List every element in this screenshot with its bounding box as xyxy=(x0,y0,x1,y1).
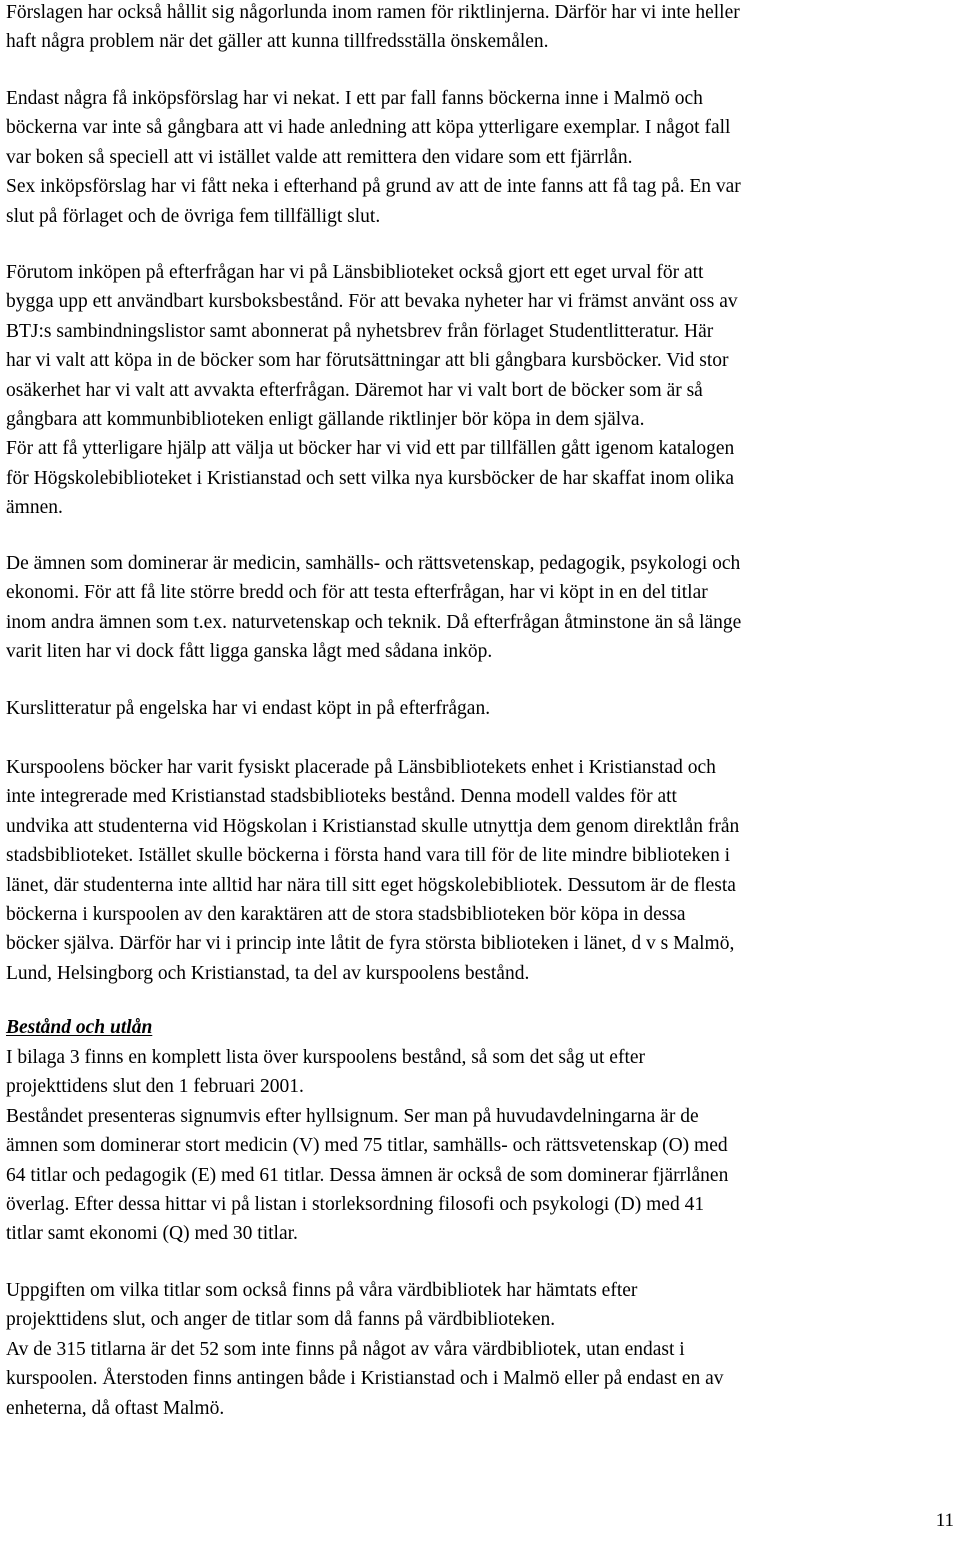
text-line: gångbara att kommunbiblioteken enligt gällande riktlinjer bör köpa in dem själva. xyxy=(6,409,645,431)
section-paragraph-1 xyxy=(6,1043,958,1249)
paragraph-4 xyxy=(6,549,958,667)
text-line: Förslagen har också hållit sig någorlunda inom ramen för riktlinjerna. Därför har vi inte heller xyxy=(6,2,740,23)
text-line: inom andra ämnen som t.ex. naturvetenskap och teknik. Då efterfrågan åtminstone än så länge xyxy=(6,611,742,633)
text-line: osäkerhet har vi valt att avvakta efterfrågan. Däremot har vi valt bort de böcker som är så xyxy=(6,379,703,401)
text-line: Uppgiften om vilka titlar som också finns på våra värdbibliotek har hämtats efter xyxy=(6,1280,638,1301)
text-line: ekonomi. För att få lite större bredd och för att testa efterfrågan, har vi köpt in en del titlar xyxy=(6,582,708,604)
text-line: för Högskolebiblioteket i Kristianstad och sett vilka nya kursböcker de har skaffat inom olika xyxy=(6,467,735,489)
paragraph-6 xyxy=(6,753,958,988)
text-line: Kurslitteratur på engelska har vi endast köpt in på efterfrågan. xyxy=(6,698,491,719)
text-line: inte integrerade med Kristianstad stadsbiblioteks bestånd. Denna modell valdes för att xyxy=(6,786,677,808)
text-line: länet, där studenterna inte alltid har nära till sitt eget högskolebibliotek. Dessutom är de flesta xyxy=(6,874,736,896)
text-line: BTJ:s sambindningslistor samt abonnerat på nyhetsbrev från förlaget Studentlitteratur. Här xyxy=(6,320,714,342)
text-line: enheterna, då oftast Malmö. xyxy=(6,1397,225,1419)
text-line: böckerna i kurspoolen av den karaktären att de stora stadsbiblioteken bör köpa in dessa xyxy=(6,904,686,926)
text-line: bygga upp ett användbart kursboksbestånd. För att bevaka nyheter har vi främst använt oss av xyxy=(6,291,738,313)
section-paragraph-2 xyxy=(6,1276,958,1423)
paragraph-3 xyxy=(6,258,958,523)
text-line: ämnen som dominerar stort medicin (V) med 75 titlar, samhälls- och rättsvetenskap (O) med xyxy=(6,1135,728,1157)
text-line: kurspoolen. Återstoden finns antingen både i Kristianstad och i Malmö eller på endast en av xyxy=(6,1368,724,1390)
text-line: projekttidens slut den 1 februari 2001. xyxy=(6,1076,304,1098)
text-line: har vi valt att köpa in de böcker som har förutsättningar att bli gångbara kursböcker. Vid stor xyxy=(6,350,729,372)
text-line: Beståndet presenteras signumvis efter hyllsignum. Ser man på huvudavdelningarna är de xyxy=(6,1105,699,1127)
text-line: För att få ytterligare hjälp att välja ut böcker har vi vid ett par tillfällen gått igenom katalogen xyxy=(6,438,735,460)
page-number: 11 xyxy=(935,1510,954,1531)
text-line: stadsbiblioteket. Istället skulle böckerna i första hand vara till för de lite mindre biblioteken i xyxy=(6,845,731,867)
text-line: varit liten har vi dock fått ligga ganska lågt med sådana inköp. xyxy=(6,641,493,663)
text-line: titlar samt ekonomi (Q) med 30 titlar. xyxy=(6,1223,298,1245)
text-line: Förutom inköpen på efterfrågan har vi på Länsbiblioteket också gjort ett eget urval för att xyxy=(6,262,704,283)
text-line: Kurspoolens böcker har varit fysiskt placerade på Länsbibliotekets enhet i Kristianstad och xyxy=(6,757,716,778)
text-line: böckerna var inte så gångbara att vi hade anledning att köpa ytterligare exemplar. I något fall xyxy=(6,117,731,139)
text-line: slut på förlaget och de övriga fem tillfälligt slut. xyxy=(6,205,381,227)
paragraph-5 xyxy=(6,694,958,723)
text-line: undvika att studenterna vid Högskolan i Kristianstad skulle utnyttja dem genom direktlån från xyxy=(6,815,740,837)
text-line: haft några problem när det gäller att kunna tillfredsställa önskemålen. xyxy=(6,31,549,53)
text-line: De ämnen som dominerar är medicin, samhälls- och rättsvetenskap, pedagogik, psykologi och xyxy=(6,553,741,574)
text-line: böcker själva. Därför har vi i princip inte låtit de fyra största biblioteken i länet, d v s Malmö, xyxy=(6,933,735,955)
text-line: 64 titlar och pedagogik (E) med 61 titlar. Dessa ämnen är också de som dominerar fjärrlånen xyxy=(6,1164,729,1186)
text-line: I bilaga 3 finns en komplett lista över kurspoolens bestånd, så som det såg ut efter xyxy=(6,1047,646,1068)
text-line: projekttidens slut, och anger de titlar som då fanns på värdbiblioteken. xyxy=(6,1309,556,1331)
paragraph-2 xyxy=(6,84,958,231)
section-heading: Bestånd och utlån xyxy=(6,1017,153,1038)
text-line: Endast några få inköpsförslag har vi nekat. I ett par fall fanns böckerna inne i Malmö och xyxy=(6,88,703,109)
text-line: Lund, Helsingborg och Kristianstad, ta del av kurspoolens bestånd. xyxy=(6,962,530,984)
paragraph-1 xyxy=(6,0,958,57)
text-line: Sex inköpsförslag har vi fått neka i efterhand på grund av att de inte fanns att få tag på. En var xyxy=(6,176,741,198)
text-line: Av de 315 titlarna är det 52 som inte finns på något av våra värdbibliotek, utan endast i xyxy=(6,1338,685,1360)
text-line: ämnen. xyxy=(6,497,63,519)
text-line: överlag. Efter dessa hittar vi på listan i storleksordning filosofi och psykologi (D) med 41 xyxy=(6,1194,705,1216)
text-line: var boken så speciell att vi istället valde att remittera den vidare som ett fjärrlån. xyxy=(6,146,633,168)
